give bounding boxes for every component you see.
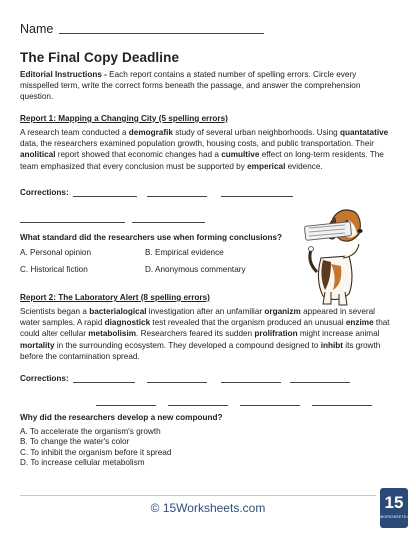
misspelled-word[interactable]: diagnostick [104,318,151,328]
misspelled-word[interactable]: quantatative [339,128,389,137]
passage-text: test revealed that the organism produced an unusual [150,318,346,328]
report1-option-a[interactable]: A. Personal opinion [20,248,92,257]
misspelled-word[interactable]: enzime [345,318,374,328]
misspelled-word[interactable]: cumultive [221,150,260,160]
report1-correction-line[interactable] [221,196,293,197]
worksheet-title: The Final Copy Deadline [20,50,180,65]
report1-option-c[interactable]: C. Historical fiction [20,265,88,274]
passage-text: . Researchers feared its sudden [136,329,255,339]
passage-text: study of several urban neighborhoods. Using [172,128,340,137]
report2-answer-option[interactable]: A. To accelerate the organism's growth [20,427,161,436]
report2-correction-line[interactable] [240,405,300,406]
report2-answer-option[interactable]: D. To increase cellular metabolism [20,458,145,468]
footer-copyright[interactable]: © 15Worksheets.com [150,501,266,515]
name-label: Name [20,22,54,36]
misspelled-word[interactable]: metabolisim [88,329,137,339]
instructions-text: Each report contains a stated number of spelling errors. Circle every misspelled term, write the correct forms beneath the passage, and answer the comprehension question. [20,70,361,101]
misspelled-word[interactable]: prolifration [254,329,298,339]
misspelled-word[interactable]: emperical [247,161,286,171]
report1-corrections-label: Corrections: [20,188,69,197]
report1-correction-line[interactable] [147,196,207,197]
report2-answers [20,427,171,469]
report1-question: What standard did the researchers use when forming conclusions? [20,233,283,242]
report1-heading: Report 1: Mapping a Changing City (5 spelling errors) [20,114,228,123]
misspelled-word[interactable]: inhibt [320,340,343,350]
logo-text: WORKSHEETS.COM [380,515,416,519]
report2-corrections-label: Corrections: [20,374,69,383]
report1-option-b[interactable]: B. Empirical evidence [145,248,224,257]
report2-heading: Report 2: The Laboratory Alert (8 spelling errors) [20,293,210,302]
misspelled-word[interactable]: bacterialogical [89,307,147,316]
name-row [20,22,264,36]
report1-correction-line[interactable] [20,222,125,223]
logo-number: 15 [384,493,404,512]
worksheets-logo [380,488,416,528]
report2-correction-line[interactable] [73,382,135,383]
report1-passage [20,127,398,172]
passage-text: Scientists began a [20,307,90,316]
footer-divider [20,495,376,496]
instructions-label: Editorial Instructions - [20,70,107,79]
report2-passage [20,306,396,362]
report2-correction-line[interactable] [168,405,228,406]
passage-text: report showed that economic changes had a [55,150,222,160]
editorial-instructions [20,69,395,102]
passage-text: evidence. [285,161,323,171]
passage-text: investigation after an unfamiliar [146,307,265,316]
report1-option-d[interactable]: D. Anonymous commentary [145,265,246,274]
passage-text: appeared in several water samples. A rapid [20,307,376,328]
report2-correction-line[interactable] [147,382,207,383]
report2-correction-line[interactable] [312,405,372,406]
misspelled-word[interactable]: organizm [264,307,301,316]
passage-text: its growth before the contamination spread. [20,340,381,361]
passage-text: in the surrounding ecosystem. They developed a compound designed to [54,340,321,350]
report2-question: Why did the researchers develop a new compound? [20,413,223,422]
beagle-newspaper-illustration [303,200,375,310]
passage-text: data, the researchers examined population growth, housing costs, and public transportation. Their [20,139,374,149]
report2-answer-option[interactable]: C. To inhibit the organism before it spread [20,447,172,457]
passage-text: effect on long-term residents. The team emphasized that every conclusion must be supported by [20,150,384,171]
misspelled-word[interactable]: mortality [20,340,55,350]
passage-text: might increase animal [297,329,380,339]
report1-correction-line[interactable] [73,196,137,197]
passage-text: A research team conducted a [20,128,129,137]
report1-correction-line[interactable] [132,222,205,223]
report2-answer-option[interactable]: B. To change the water's color [20,437,130,447]
name-input-line[interactable] [59,33,264,34]
misspelled-word[interactable]: anolitical [20,150,56,160]
report2-correction-line[interactable] [96,405,156,406]
report2-correction-line[interactable] [221,382,281,383]
passage-text: that could alter cellular [20,318,390,339]
report2-correction-line[interactable] [290,382,350,383]
misspelled-word[interactable]: demografik [128,128,173,137]
